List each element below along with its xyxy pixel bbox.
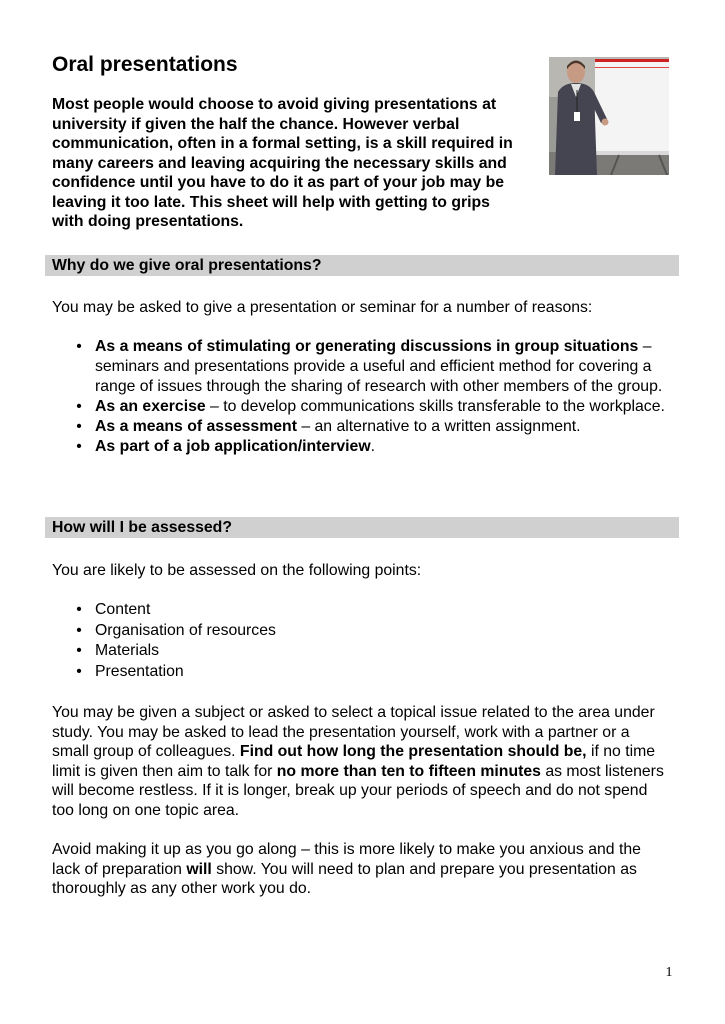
reasons-list: [52, 337, 667, 456]
intro-text: Most people would choose to avoid giving presentations at university if given the half the chance. However verbal communication, often in a formal setting, is a skill required in many careers and leaving acquiring the necessary skills and confidence until you have to do it as part of your job may be leaving it too late. This sheet will help with getting to grips with doing presentations.: [52, 96, 513, 230]
bullet-icon: •: [76, 338, 82, 355]
section-heading-assessed-text: How will I be assessed?: [52, 519, 232, 536]
bullet-icon: •: [76, 437, 82, 455]
section-heading-why-text: Why do we give oral presentations?: [52, 257, 322, 274]
page-title: Oral presentations: [52, 53, 238, 76]
intro-paragraph: [52, 95, 652, 232]
assessment-points-list: [52, 600, 667, 683]
page-number: 1: [665, 965, 673, 980]
presentation-length-paragraph: You may be given a subject or asked to select a topical issue related to the area under study. You may be asked to lead the presentation yourself, work with a partner or a small group of colleagues. Find out how long the presentation should be, if no time limit is given then aim to talk for no more than ten to fifteen minutes as most listeners will become restless. If it is longer, break up your periods of speech and do not spend too long on one topic area.: [52, 704, 664, 819]
list-item: • Presentation: [52, 662, 667, 683]
bullet-icon: •: [76, 417, 82, 435]
list-item: • Materials: [52, 641, 667, 662]
list-item: • Organisation of resources: [52, 621, 667, 642]
bullet-icon: •: [76, 601, 82, 618]
list-item: • As a means of stimulating or generating discussions in group situations – seminars and presentations provide a useful and efficient method for covering a range of issues through the sharing of research with other members of the group.: [52, 337, 667, 397]
list-item: • As a means of assessment – an alternative to a written assignment.: [52, 417, 667, 437]
list-item: • As part of a job application/interview.: [52, 437, 667, 457]
section-heading-assessed: [45, 517, 679, 538]
bullet-icon: •: [76, 642, 82, 660]
bullet-icon: •: [76, 397, 82, 415]
list-item: • As an exercise – to develop communications skills transferable to the workplace.: [52, 397, 667, 417]
bullet-icon: •: [76, 663, 82, 681]
section-heading-why: [45, 255, 679, 276]
preparation-paragraph: Avoid making it up as you go along – this is more likely to make you anxious and the lack of preparation will show. You will need to plan and prepare you presentation as thoroughly as any other work you do.: [52, 841, 641, 898]
list-item: • Content: [52, 600, 667, 621]
section2-lead: You are likely to be assessed on the following points:: [52, 562, 422, 579]
section1-lead: You may be asked to give a presentation or seminar for a number of reasons:: [52, 299, 593, 316]
bullet-icon: •: [76, 621, 82, 639]
